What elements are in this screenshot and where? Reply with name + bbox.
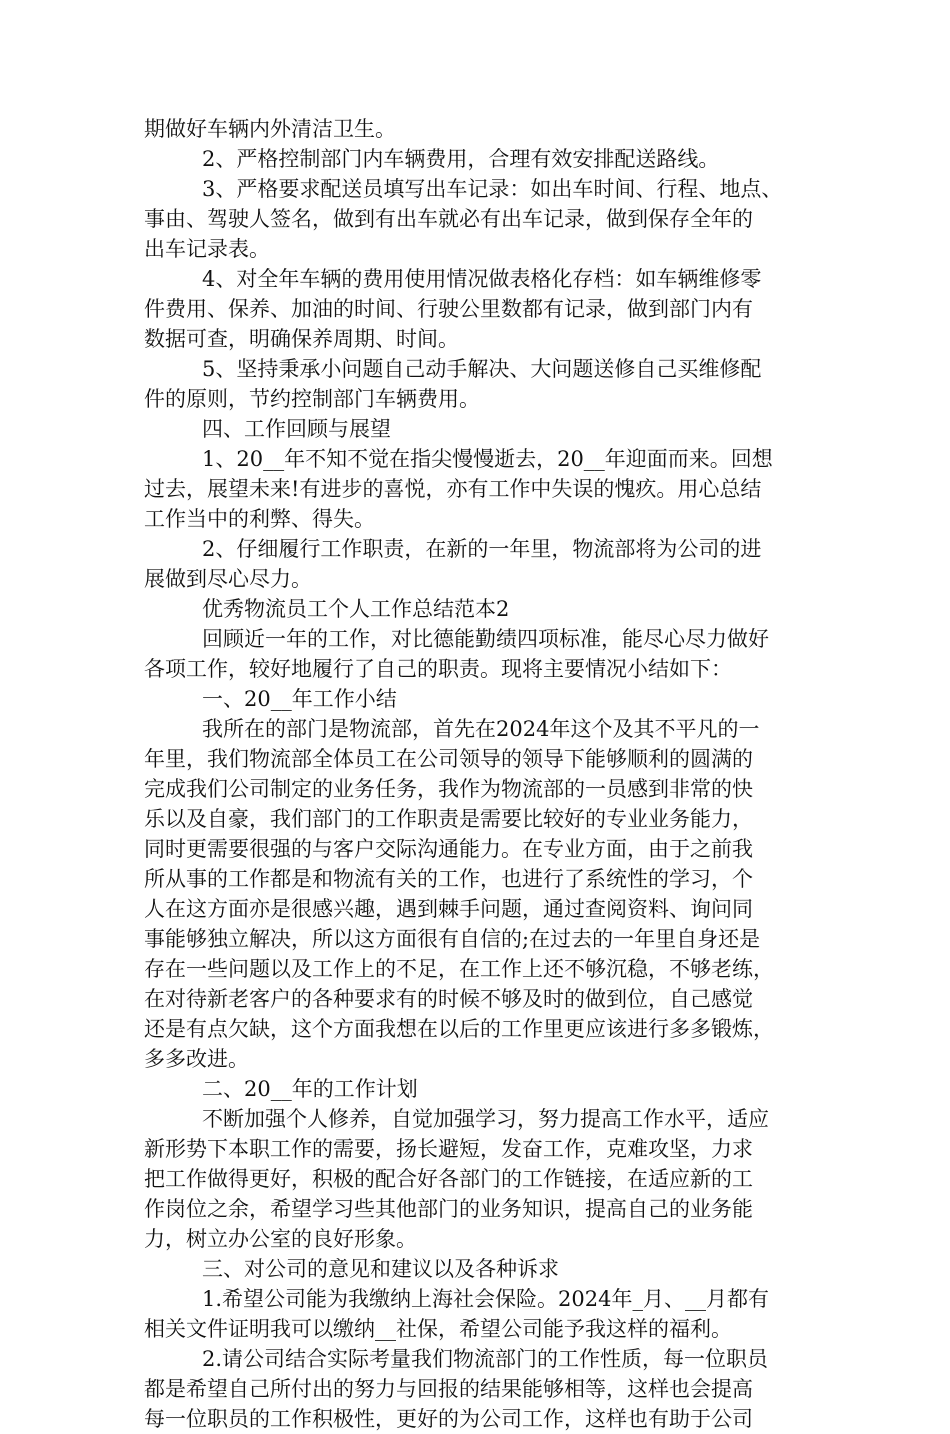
- paragraph-line: 把工作做得更好，积极的配合好各部门的工作链接，在适应新的工: [144, 1167, 753, 1191]
- document-subtitle: 优秀物流员工个人工作总结范本2: [202, 597, 510, 621]
- paragraph-line: 事能够独立解决，所以这方面很有自信的;在过去的一年里自身还是: [144, 927, 761, 951]
- paragraph-line: 2、严格控制部门内车辆费用，合理有效安排配送路线。: [202, 147, 720, 171]
- paragraph-line: 人在这方面亦是很感兴趣，遇到棘手问题，通过查阅资料、询问同: [144, 897, 753, 921]
- paragraph-line: 每一位职员的工作积极性，更好的为公司工作，这样也有助于公司: [144, 1407, 753, 1431]
- paragraph-line: 不断加强个人修养，自觉加强学习，努力提高工作水平，适应: [202, 1107, 769, 1131]
- section-heading: 四、工作回顾与展望: [202, 417, 391, 441]
- paragraph-line: 数据可查，明确保养周期、时间。: [144, 327, 459, 351]
- paragraph-line: 我所在的部门是物流部，首先在2024年这个及其不平凡的一: [202, 717, 760, 741]
- paragraph-line: 工作当中的利弊、得失。: [144, 507, 375, 531]
- paragraph-line: 2.请公司结合实际考量我们物流部门的工作性质，每一位职员: [202, 1347, 769, 1371]
- paragraph-line: 件费用、保养、加油的时间、行驶公里数都有记录，做到部门内有: [144, 297, 753, 321]
- paragraph-line: 各项工作，较好地履行了自己的职责。现将主要情况小结如下：: [144, 657, 732, 681]
- section-heading: 三、对公司的意见和建议以及各种诉求: [202, 1257, 559, 1281]
- section-heading: 一、20__年工作小结: [202, 687, 397, 711]
- paragraph-line: 期做好车辆内外清洁卫生。: [144, 117, 396, 141]
- paragraph-line: 所从事的工作都是和物流有关的工作，也进行了系统性的学习，个: [144, 867, 753, 891]
- paragraph-line: 4、对全年车辆的费用使用情况做表格化存档：如车辆维修零: [202, 267, 762, 291]
- paragraph-line: 作岗位之余，希望学习些其他部门的业务知识，提高自己的业务能: [144, 1197, 753, 1221]
- paragraph-line: 力，树立办公室的良好形象。: [144, 1227, 417, 1251]
- paragraph-line: 同时更需要很强的与客户交际沟通能力。在专业方面，由于之前我: [144, 837, 753, 861]
- paragraph-line: 在对待新老客户的各种要求有的时候不够及时的做到位，自己感觉: [144, 987, 753, 1011]
- paragraph-line: 新形势下本职工作的需要，扬长避短，发奋工作，克难攻坚，力求: [144, 1137, 753, 1161]
- paragraph-line: 事由、驾驶人签名，做到有出车就必有出车记录，做到保存全年的: [144, 207, 753, 231]
- paragraph-line: 3、严格要求配送员填写出车记录：如出车时间、行程、地点、: [202, 177, 783, 201]
- paragraph-line: 1.希望公司能为我缴纳上海社会保险。2024年_月、__月都有: [202, 1287, 769, 1311]
- paragraph-line: 完成我们公司制定的业务任务，我作为物流部的一员感到非常的快: [144, 777, 753, 801]
- paragraph-line: 乐以及自豪，我们部门的工作职责是需要比较好的专业业务能力，: [144, 807, 753, 831]
- document-body: [144, 114, 824, 1434]
- paragraph-line: 1、20__年不知不觉在指尖慢慢逝去，20__年迎面而来。回想: [202, 447, 773, 471]
- paragraph-line: 回顾近一年的工作，对比德能勤绩四项标准，能尽心尽力做好: [202, 627, 769, 651]
- paragraph-line: 都是希望自己所付出的努力与回报的结果能够相等，这样也会提高: [144, 1377, 753, 1401]
- paragraph-line: 还是有点欠缺，这个方面我想在以后的工作里更应该进行多多锻炼，: [144, 1017, 774, 1041]
- paragraph-line: 件的原则，节约控制部门车辆费用。: [144, 387, 480, 411]
- paragraph-line: 多多改进。: [144, 1047, 249, 1071]
- paragraph-line: 展做到尽心尽力。: [144, 567, 312, 591]
- paragraph-line: 5、坚持秉承小问题自己动手解决、大问题送修自己买维修配: [202, 357, 762, 381]
- paragraph-line: 过去，展望未来!有进步的喜悦，亦有工作中失误的愧疚。用心总结: [144, 477, 762, 501]
- paragraph-line: 年里，我们物流部全体员工在公司领导的领导下能够顺利的圆满的: [144, 747, 753, 771]
- paragraph-line: 存在一些问题以及工作上的不足，在工作上还不够沉稳，不够老练，: [144, 957, 774, 981]
- paragraph-line: 相关文件证明我可以缴纳__社保，希望公司能予我这样的福利。: [144, 1317, 732, 1341]
- paragraph-line: 出车记录表。: [144, 237, 270, 261]
- section-heading: 二、20__年的工作计划: [202, 1077, 418, 1101]
- paragraph-line: 2、仔细履行工作职责，在新的一年里，物流部将为公司的进: [202, 537, 762, 561]
